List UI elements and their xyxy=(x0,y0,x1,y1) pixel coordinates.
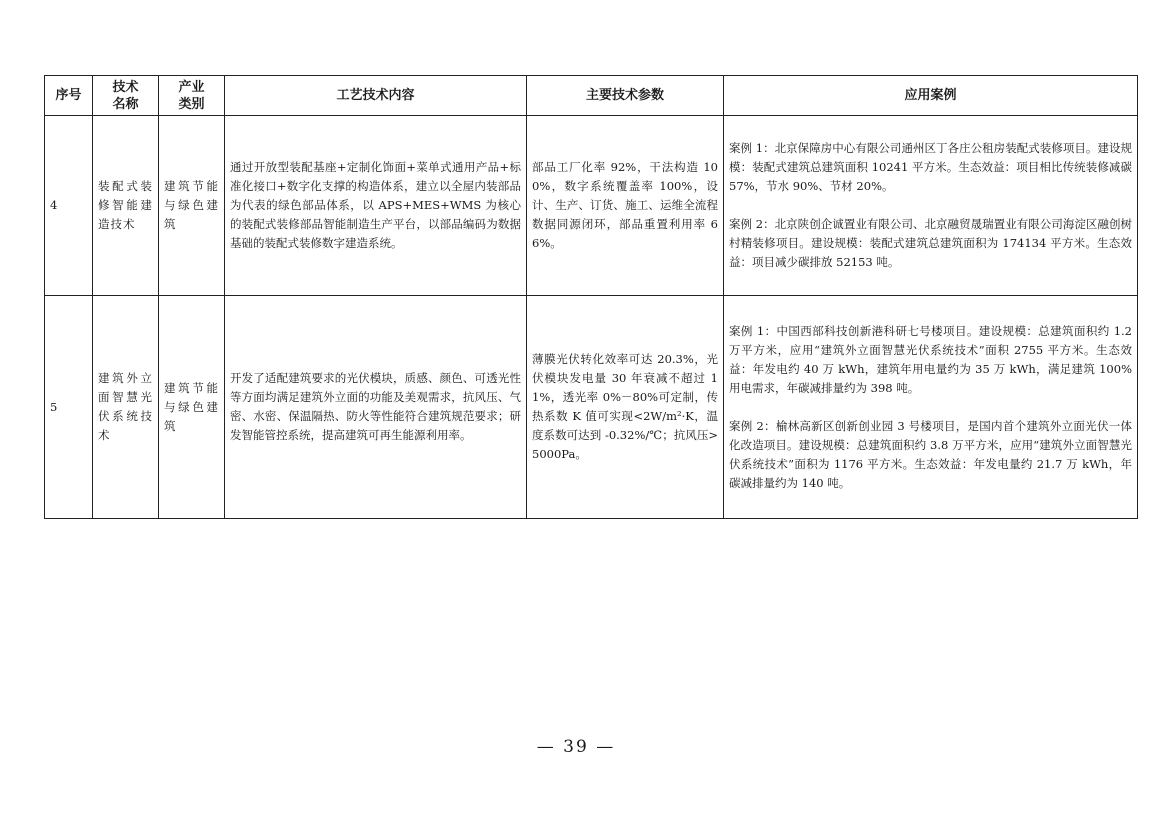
header-name: 技术名称 xyxy=(93,76,159,116)
header-params: 主要技术参数 xyxy=(527,76,724,116)
row-cases xyxy=(724,116,1138,296)
row-category: 建筑节能与绿色建筑 xyxy=(159,296,225,519)
case-2-text: 案例 2：榆林高新区创新创业园 3 号楼项目，是国内首个建筑外立面光伏一体化改造项目。建设规模：总建筑面积约 3.8 万平方米，应用“建筑外立面智慧光伏系统技术”面积为 1176 平方米。生态效益：年发电量约 21.7 万 kWh，年碳减排量约为 140 吨。 xyxy=(729,418,1132,490)
row-tech-name: 装配式装修智能建造技术 xyxy=(93,116,159,296)
header-category: 产业类别 xyxy=(159,76,225,116)
header-content: 工艺技术内容 xyxy=(225,76,527,116)
case-spacer xyxy=(729,196,1132,215)
case-1-text: 案例 1：中国西部科技创新港科研七号楼项目。建设规模：总建筑面积约 1.2 万平方米，应用“建筑外立面智慧光伏系统技术”面积 2755 平方米。生态效益：年发电约 40 万 kWh，建筑年用电量约为 35 万 kWh，满足建筑 100%用电需求，年碳减排量约为 398 吨。 xyxy=(729,323,1132,395)
row-seq: 4 xyxy=(45,116,93,296)
row-params: 薄膜光伏转化效率可达 20.3%，光伏模块发电量 30 年衰减不超过 11%，透光率 0%－80%可定制，传热系数 K 值可实现<2W/m²·K，温度系数可达到 -0.32%/℃；抗风压>5000Pa。 xyxy=(527,296,724,519)
row-tech-name: 建筑外立面智慧光伏系统技术 xyxy=(93,296,159,519)
header-cases: 应用案例 xyxy=(724,76,1138,116)
row-params: 部品工厂化率 92%，干法构造 100%，数字系统覆盖率 100%，设计、生产、订货、施工、运维全流程数据同源闭环，部品重置利用率 66%。 xyxy=(527,116,724,296)
header-seq: 序号 xyxy=(45,76,93,116)
row-seq: 5 xyxy=(45,296,93,519)
table-header-row xyxy=(45,76,1138,116)
case-spacer xyxy=(729,398,1132,417)
row-content: 通过开放型装配基座+定制化饰面+菜单式通用产品+标准化接口+数字化支撑的构造体系，建立以全屋内装部品为代表的绿色部品体系，以 APS+MES+WMS 为核心的装配式装修部品智能制造生产平台，以部品编码为数据基础的装配式装修数字建造系统。 xyxy=(225,116,527,296)
row-cases xyxy=(724,296,1138,519)
case-2-text: 案例 2：北京陕创企诚置业有限公司、北京融贸晟瑞置业有限公司海淀区融创树村精装修项目。建设规模：装配式建筑总建筑面积为 174134 平方米。生态效益：项目减少碳排放 52153 吨。 xyxy=(729,217,1132,269)
row-content: 开发了适配建筑要求的光伏模块，质感、颜色、可透光性等方面均满足建筑外立面的功能及美观需求，抗风压、气密、水密、保温隔热、防火等性能符合建筑规范要求；研发智能管控系统，提高建筑可再生能源利用率。 xyxy=(225,296,527,519)
table-row xyxy=(45,116,1138,296)
row-category: 建筑节能与绿色建筑 xyxy=(159,116,225,296)
technology-table xyxy=(44,75,1138,519)
table-row xyxy=(45,296,1138,519)
page-number: — 39 — xyxy=(536,737,616,757)
case-1-text: 案例 1：北京保障房中心有限公司通州区丁各庄公租房装配式装修项目。建设规模：装配式建筑总建筑面积 10241 平方米。生态效益：项目相比传统装修减碳 57%，节水 90%、节材 20%。 xyxy=(729,141,1132,193)
